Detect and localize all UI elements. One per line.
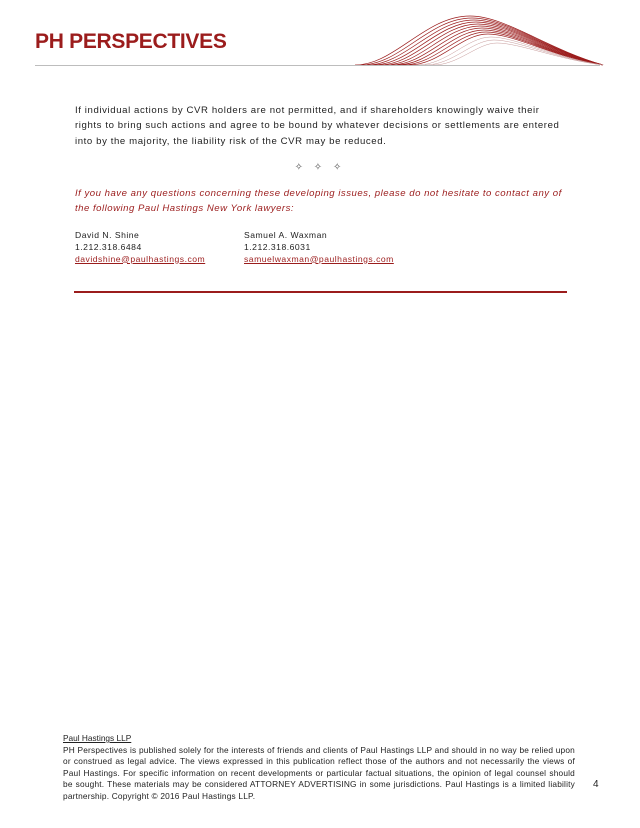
lawyer-contact bbox=[75, 230, 205, 265]
contact-intro: If you have any questions concerning these developing issues, please do not hesitate to contact any of the following Paul Hastings New York lawyers: bbox=[75, 188, 562, 214]
footer-disclaimer: PH Perspectives is published solely for the interests of friends and clients of Paul Hastings LLP and should in no way be relied upon or construed as legal advice. The views expressed in this publication reflect those of the authors and not necessarily the views of Paul Hastings. For specific information on recent developments or particular factual situations, the opinion of legal counsel should be sought. These materials may be considered ATTORNEY ADVERTISING in some jurisdictions. Paul Hastings is a limited liability partnership. Copyright © 2016 Paul Hastings LLP. bbox=[63, 745, 575, 801]
lawyer-name: David N. Shine bbox=[75, 230, 140, 240]
brand-title: PH PERSPECTIVES bbox=[35, 30, 227, 53]
lawyer-phone: 1.212.318.6484 bbox=[75, 241, 142, 252]
body-paragraph: If individual actions by CVR holders are not permitted, and if shareholders knowingly waive their rights to bring such actions and agree to be bound by whatever decisions or settlements are entered into by the majority, the liability risk of the CVR may be reduced. bbox=[75, 105, 560, 147]
footer-firm-name: Paul Hastings LLP bbox=[63, 733, 132, 743]
section-end-rule bbox=[74, 291, 567, 293]
lawyer-phone: 1.212.318.6031 bbox=[244, 241, 311, 252]
lawyer-name: Samuel A. Waxman bbox=[244, 230, 328, 240]
header-rule bbox=[35, 65, 600, 66]
header-wave-logo bbox=[355, 14, 605, 70]
lawyer-email-link[interactable]: samuelwaxman@paulhastings.com bbox=[244, 253, 394, 264]
lawyer-contact bbox=[244, 230, 394, 265]
page-number: 4 bbox=[593, 779, 599, 790]
section-divider: ✧ ✧ ✧ bbox=[294, 162, 346, 173]
lawyer-email-link[interactable]: davidshine@paulhastings.com bbox=[75, 253, 206, 264]
